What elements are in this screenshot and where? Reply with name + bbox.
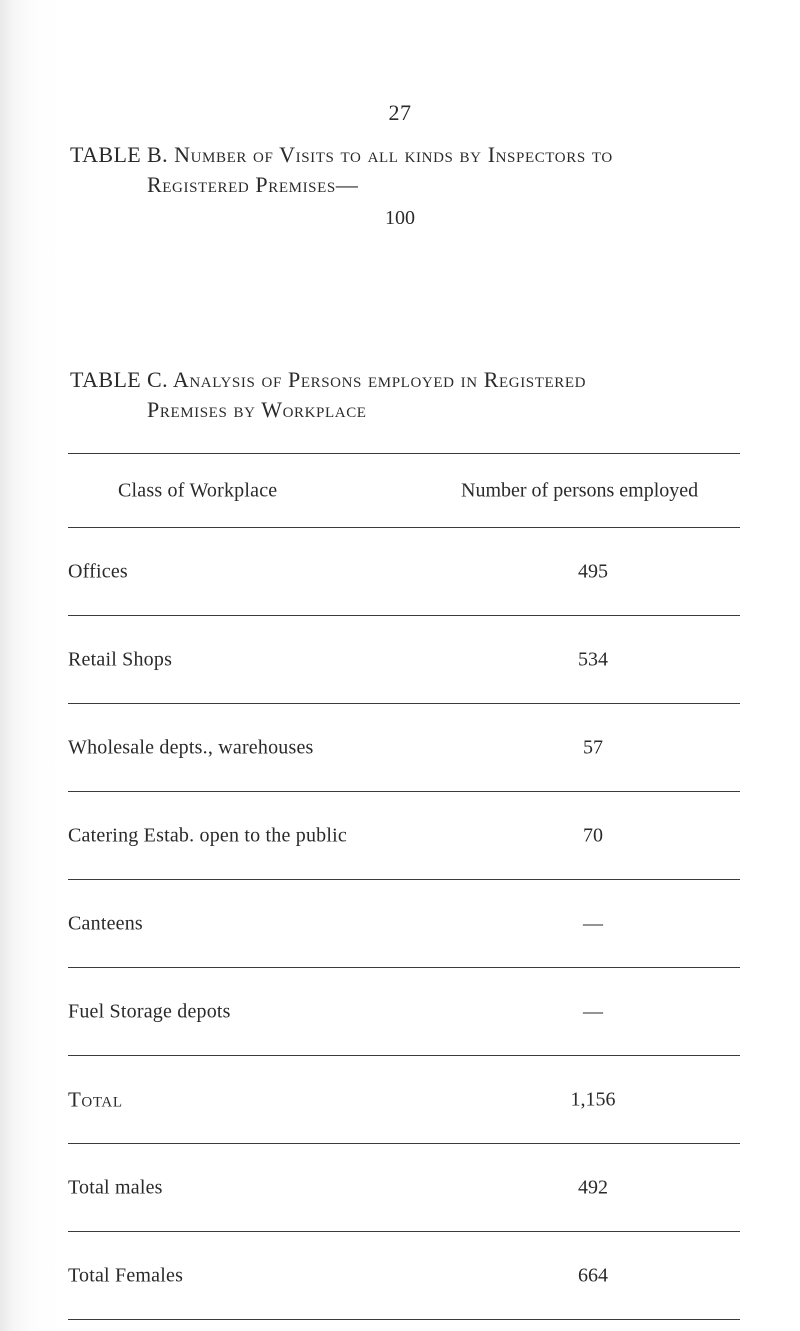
row-class-cell: Total Females bbox=[68, 1264, 184, 1286]
table-total-row bbox=[68, 1056, 740, 1144]
table-c-title-line2: Premises by Workplace bbox=[147, 397, 367, 422]
row-number-cell: 70 bbox=[583, 824, 603, 846]
table-c-label: TABLE C. bbox=[70, 367, 168, 392]
table-row bbox=[68, 1232, 740, 1320]
row-number-cell: 495 bbox=[578, 560, 608, 582]
table-row bbox=[68, 968, 740, 1056]
row-class-cell: Total males bbox=[68, 1176, 163, 1198]
row-number-cell: 534 bbox=[578, 648, 608, 670]
row-class-cell: Retail Shops bbox=[68, 648, 173, 670]
row-class-cell: Offices bbox=[68, 560, 128, 582]
total-label: Total bbox=[68, 1087, 123, 1111]
workplace-table bbox=[68, 453, 740, 1320]
row-number-cell: 664 bbox=[578, 1264, 608, 1286]
total-value: 1,156 bbox=[570, 1088, 616, 1110]
row-number-cell: 492 bbox=[578, 1176, 608, 1198]
table-row bbox=[68, 704, 740, 792]
page-number: 27 bbox=[388, 100, 412, 125]
row-number-cell: — bbox=[583, 1000, 603, 1022]
row-class-cell: Canteens bbox=[68, 912, 143, 934]
table-row bbox=[68, 792, 740, 880]
table-c-heading bbox=[70, 365, 586, 425]
table-row bbox=[68, 528, 740, 616]
row-class-cell: Wholesale depts., warehouses bbox=[68, 736, 314, 758]
table-b-title-line1: Number of Visits to all kinds by Inspectors to bbox=[174, 142, 613, 167]
column-header-number: Number of persons employed bbox=[461, 479, 699, 501]
table-row bbox=[68, 1144, 740, 1232]
table-c-title-line1: Analysis of Persons employed in Registered bbox=[172, 367, 587, 392]
table-row bbox=[68, 880, 740, 968]
row-number-cell: 57 bbox=[583, 736, 603, 758]
table-row bbox=[68, 616, 740, 704]
row-class-cell: Catering Estab. open to the public bbox=[68, 824, 347, 846]
row-class-cell: Fuel Storage depots bbox=[68, 1000, 231, 1022]
table-b-value: 100 bbox=[385, 207, 415, 229]
table-header-row bbox=[68, 454, 740, 528]
row-number-cell: — bbox=[583, 912, 603, 934]
column-header-class: Class of Workplace bbox=[118, 479, 278, 501]
table-b-heading bbox=[70, 140, 613, 200]
table-b-title-line2: Registered Premises— bbox=[147, 172, 359, 197]
table-b-label: TABLE B. bbox=[70, 142, 168, 167]
